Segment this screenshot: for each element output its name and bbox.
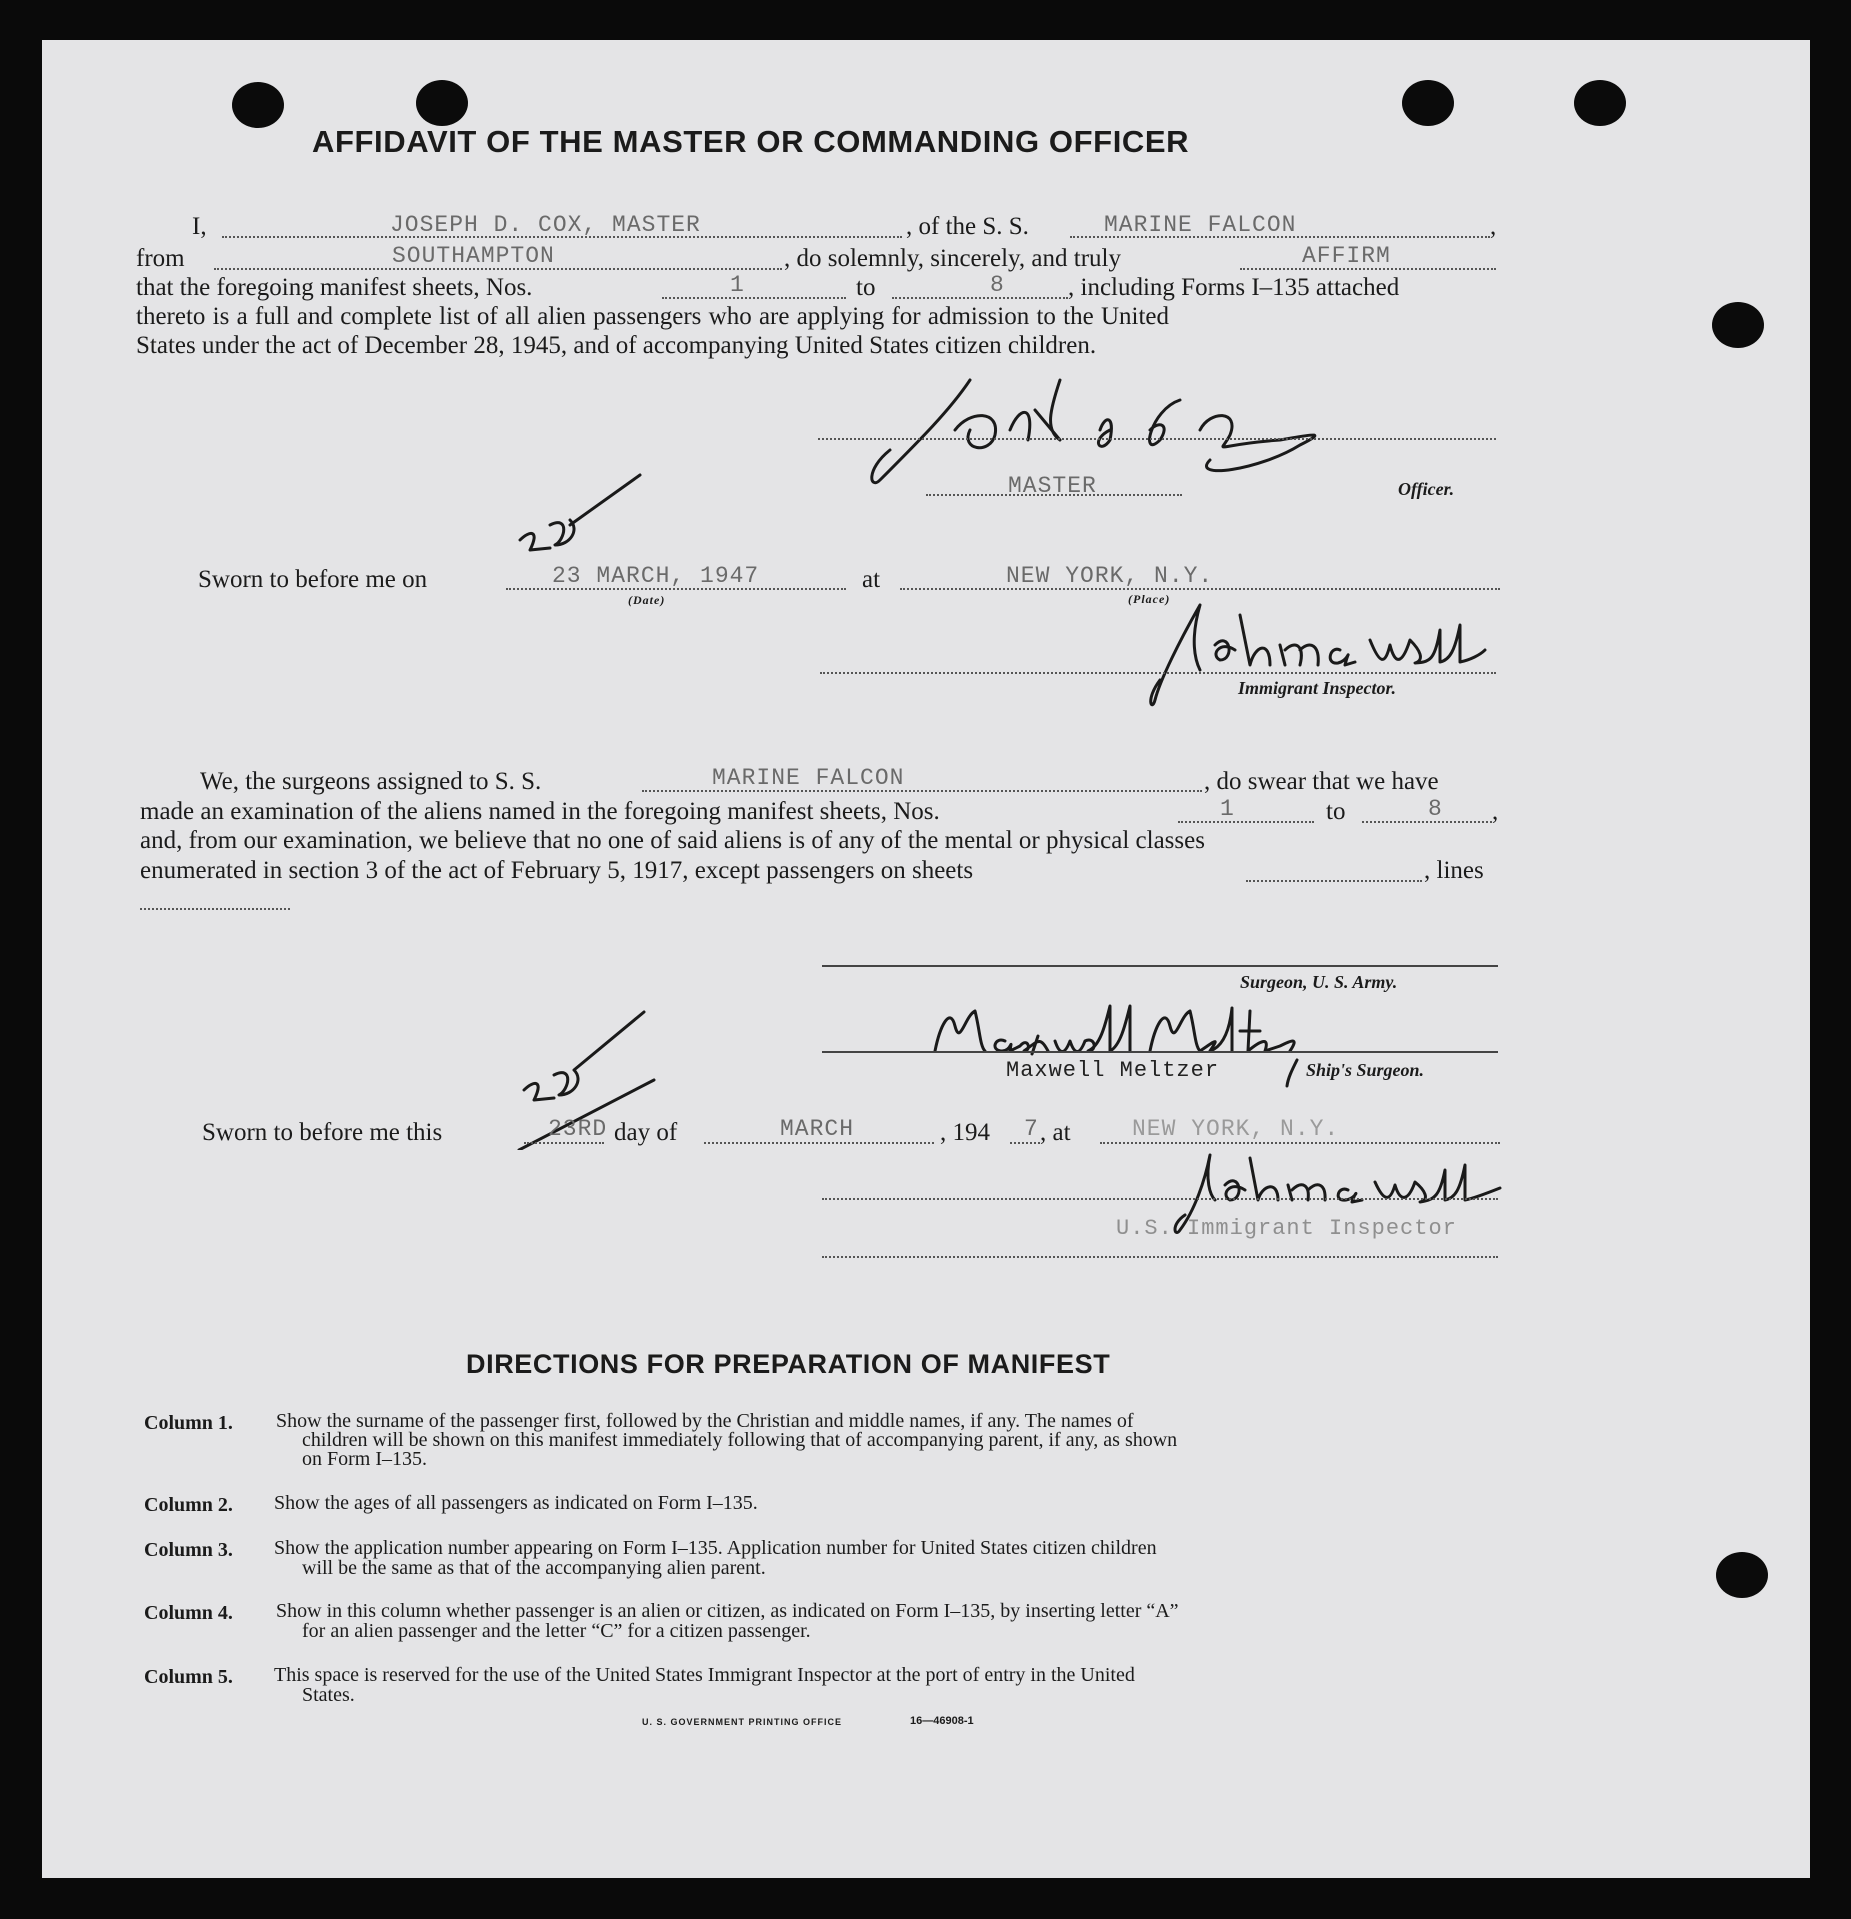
date-caption: (Date)	[628, 593, 666, 607]
column-1-label: Column 1.	[144, 1412, 233, 1434]
sworn2-month-field: MARCH	[780, 1116, 855, 1142]
solemnly-text: , do solemnly, sincerely, and truly	[784, 245, 1121, 272]
column-4-label: Column 4.	[144, 1602, 233, 1624]
army-surgeon-caption: Surgeon, U. S. Army.	[1240, 972, 1398, 992]
sworn2-place-field: NEW YORK, N.Y.	[1132, 1116, 1340, 1142]
surgeons-line3-text: and, from our examination, we believe that no one of said aliens is of any of the mental or physical classes	[140, 827, 1205, 854]
day-of-label: day of	[614, 1119, 678, 1146]
surgeons-ship-field: MARINE FALCON	[712, 765, 905, 791]
comma: ,	[1492, 798, 1499, 825]
affirm-field: AFFIRM	[1302, 243, 1391, 269]
sworn1-date-field: 23 MARCH, 1947	[552, 563, 760, 589]
i-label: I,	[192, 213, 207, 240]
punch-hole	[1716, 1552, 1768, 1598]
master-signature	[860, 370, 1420, 490]
surgeons-to-field: 8	[1428, 796, 1443, 822]
surgeons-line4-text: enumerated in section 3 of the act of February 5, 1917, except passengers on sheets	[140, 857, 974, 884]
affidavit-title: AFFIDAVIT OF THE MASTER OR COMMANDING OFFICER	[312, 124, 1190, 159]
surgeons-line2-text: made an examination of the aliens named in the foregoing manifest sheets, Nos.	[140, 798, 940, 825]
officer-caption: Officer.	[1398, 479, 1455, 499]
at-label: at	[862, 566, 881, 593]
ship-surgeon-typed-name: Maxwell Meltzer	[1006, 1058, 1220, 1083]
punch-hole	[1402, 80, 1454, 126]
master-title-field: MASTER	[1008, 473, 1097, 499]
place-caption: (Place)	[1128, 592, 1171, 606]
year-digit-field: 7	[1024, 1116, 1039, 1142]
line3-end-text: , including Forms I–135 attached	[1068, 274, 1400, 301]
lines-label: , lines	[1424, 857, 1484, 884]
line4-text: thereto is a full and complete list of all alien passengers who are applying for admission to the United	[136, 303, 1170, 330]
surgeons-label: We, the surgeons assigned to S. S.	[200, 768, 542, 795]
ship-surgeon-caption: Ship's Surgeon.	[1306, 1060, 1425, 1080]
punch-hole	[416, 80, 468, 126]
initials-mark	[510, 470, 660, 570]
directions-title: DIRECTIONS FOR PREPARATION OF MANIFEST	[466, 1349, 1111, 1379]
from-port-field: SOUTHAMPTON	[392, 243, 555, 269]
column-2-text: Show the ages of all passengers as indicated on Form I–135.	[274, 1492, 758, 1514]
column-5-text: This space is reserved for the use of the United States Immigrant Inspector at the port of entry in the United	[274, 1664, 1135, 1686]
surgeons-to-label: to	[1326, 798, 1346, 825]
sheet-from-field: 1	[730, 272, 745, 298]
punch-hole	[1712, 302, 1764, 348]
form-number: 16—46908-1	[910, 1715, 974, 1727]
comma: ,	[1490, 213, 1497, 240]
column-3-text: Show the application number appearing on Form I–135. Application number for United States citizen children	[274, 1537, 1157, 1559]
punch-hole	[232, 82, 284, 128]
inspector-stamp: U.S. Immigrant Inspector	[1116, 1216, 1457, 1241]
column-5-label: Column 5.	[144, 1666, 233, 1688]
immigrant-inspector-caption: Immigrant Inspector.	[1238, 678, 1397, 698]
column-4-text: Show in this column whether passenger is an alien or citizen, as indicated on Form I–135, by inserting letter “A”	[276, 1600, 1179, 1622]
column-3-text-cont: will be the same as that of the accompanying alien parent.	[302, 1557, 766, 1579]
sworn1-place-field: NEW YORK, N.Y.	[1006, 563, 1214, 589]
column-1-text-cont: children will be shown on this manifest immediately following that of accompanying parent, if any, as shown	[302, 1429, 1178, 1451]
column-1-text-cont: on Form I–135.	[302, 1448, 427, 1470]
ship-name-field: MARINE FALCON	[1104, 212, 1297, 238]
printer-credit: U. S. GOVERNMENT PRINTING OFFICE	[642, 1717, 843, 1727]
sworn2-label: Sworn to before me this	[202, 1119, 443, 1146]
column-1-text: Show the surname of the passenger first, followed by the Christian and middle names, if any. The names of	[276, 1410, 1134, 1432]
year-prefix: , 194	[940, 1119, 990, 1146]
sworn1-label: Sworn to before me on	[198, 566, 428, 593]
from-label: from	[136, 245, 185, 272]
line3-text: that the foregoing manifest sheets, Nos.	[136, 274, 533, 301]
surgeons-swear-text: , do swear that we have	[1204, 768, 1439, 795]
column-5-text-cont: States.	[302, 1684, 355, 1706]
at2-label: , at	[1040, 1119, 1071, 1146]
column-3-label: Column 3.	[144, 1539, 233, 1561]
caption-tick	[1282, 1058, 1302, 1088]
master-name-field: JOSEPH D. COX, MASTER	[390, 212, 701, 238]
surgeons-from-field: 1	[1220, 796, 1235, 822]
sheet-to-field: 8	[990, 272, 1005, 298]
line5-text: States under the act of December 28, 1945, and of accompanying United States citizen children.	[136, 332, 1097, 359]
to-label: to	[856, 274, 876, 301]
column-2-label: Column 2.	[144, 1494, 233, 1516]
column-4-text-cont: for an alien passenger and the letter “C” for a citizen passenger.	[302, 1620, 811, 1642]
sworn2-day-field: 23RD	[548, 1116, 608, 1142]
of-ss-label: , of the S. S.	[906, 213, 1029, 240]
punch-hole	[1574, 80, 1626, 126]
